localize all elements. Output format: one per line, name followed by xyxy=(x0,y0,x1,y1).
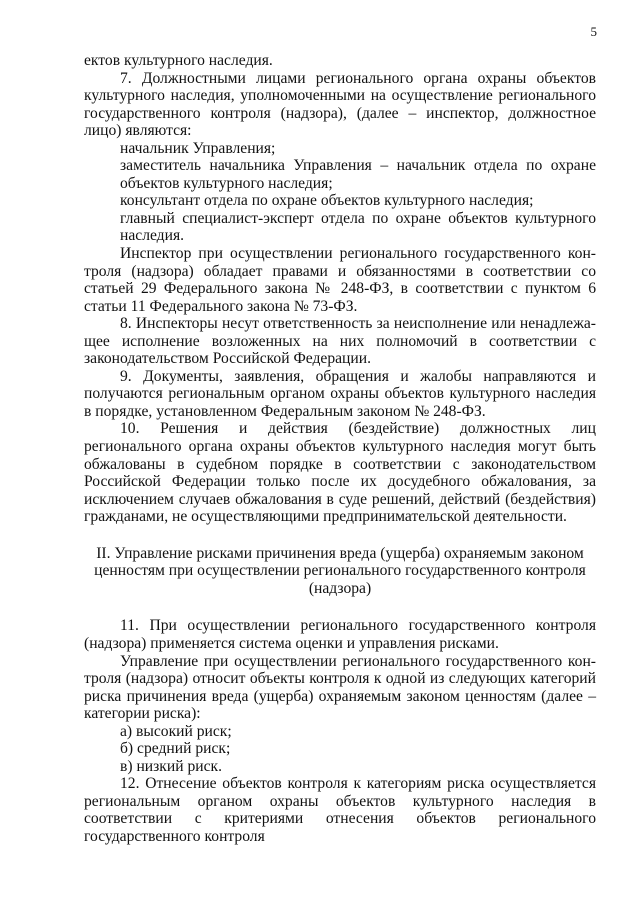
paragraph-10: 10. Решения и действия (бездействие) должностных лиц регионального органа охраны объектов культурного наследия могут быть обжалованы в судебном порядке в соответствии с законодательством Российской Федерации только после их досудебного обжалования, за исключением случаев обжалования в суде решений, действий (бездействия) гражданами, не осуществляющими предпринимательской деятельности. xyxy=(84,420,596,526)
paragraph-continuation: ектов культурного наследия. xyxy=(84,52,273,69)
paragraph-8: 8. Инспекторы несут ответственность за неисполнение или ненадлежащее исполнение возложенных на них полномочий в соответствии с законодательством Российской Федерации. xyxy=(84,315,596,368)
paragraph-inspector-rights: Инспектор при осуществлении регионального государственного контроля (надзора) обладает правами и обязанностями в соответствии со статьей 29 Федерального закона № 248-ФЗ, в соответствии с пунктом 6 статьи 11 Федерального закона № 73-ФЗ. xyxy=(84,245,596,315)
list-item-medium-risk: б) средний риск; xyxy=(120,740,231,758)
spacer xyxy=(84,597,596,617)
paragraph-9: 9. Документы, заявления, обращения и жалобы направляются и получаются региональным органом охраны объектов культурного наследия в порядке, установленном Федеральным законом № 248-ФЗ. xyxy=(84,367,596,420)
document-body xyxy=(84,52,596,846)
section-heading: II. Управление рисками причинения вреда (ущерба) охраняемым законом ценностям при осуществлении регионального государственного контроля (надзора) xyxy=(94,544,586,597)
list-item-deputy: заместитель начальника Управления – начальник отдела по охране объектов культурного наследия; xyxy=(120,157,596,192)
spacer xyxy=(84,526,596,545)
list-item-low-risk: в) низкий риск. xyxy=(120,757,223,775)
list-item-chief-specialist: главный специалист-эксперт отдела по охране объектов культурного наследия. xyxy=(120,209,596,245)
list-item-high-risk: а) высокий риск; xyxy=(120,722,232,740)
paragraph-11: 11. При осуществлении регионального государственного контроля (надзора) применяется система оценки и управления рисками. xyxy=(84,617,596,652)
list-item-head: начальник Управления; xyxy=(120,139,276,157)
page-number: 5 xyxy=(590,24,597,39)
paragraph-7: 7. Должностными лицами регионального органа охраны объектов культурного наследия, уполномоченными на осуществление регионального государственного контроля (надзора), (далее – инспектор, должностное лицо) являются: xyxy=(84,69,596,140)
paragraph-risk-categories: Управление при осуществлении регионального государственного контроля (надзора) относит объекты контроля к одной из следующих категорий риска причинения вреда (ущерба) охраняемым законом ценностям (далее – категории риска): xyxy=(84,652,596,723)
list-item-consultant: консультант отдела по охране объектов культурного наследия; xyxy=(120,192,534,210)
paragraph-12: 12. Отнесение объектов контроля к категориям риска осуществляется региональным органом охраны объектов культурного наследия в соответствии с критериями отнесения объектов регионального государственного контроля xyxy=(84,775,596,845)
